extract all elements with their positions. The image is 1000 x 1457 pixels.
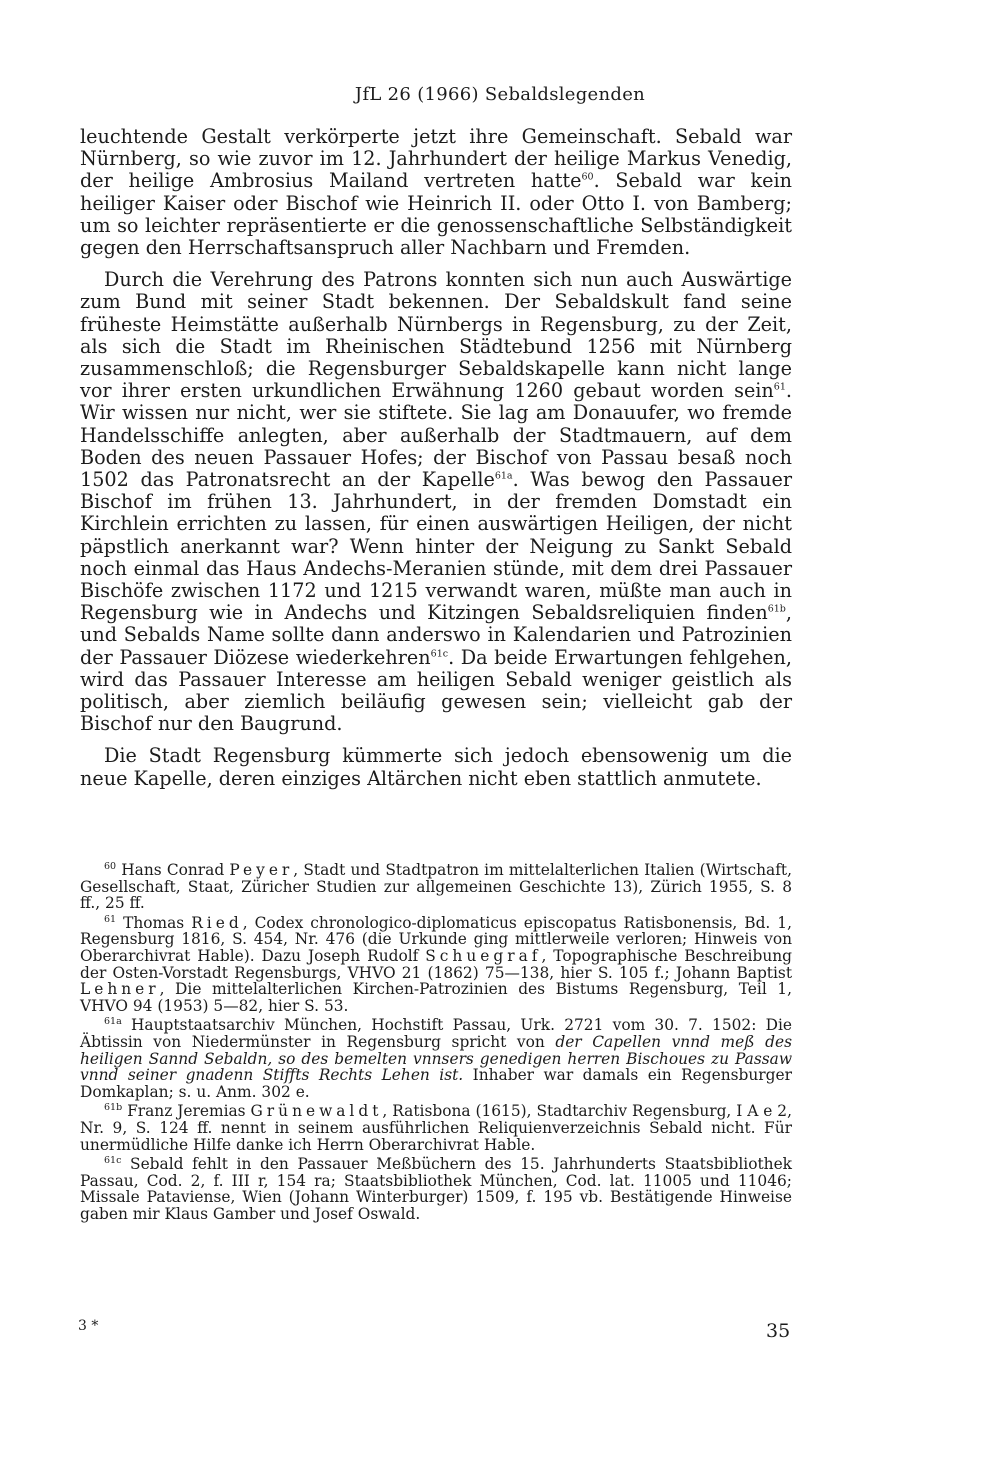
author-name: Grünewaldt (250, 1102, 383, 1121)
footnote-ref-61[interactable]: 61 (773, 381, 786, 393)
source-quote: der Capellen vnnd meß des heiligen Sannd Sebaldn, so des bemelten vnnsers genedigen herren Bischoues zu Passaw vnnd seiner gnadenn Stiffts Rechts Lehen ist. (80, 1032, 792, 1085)
footnote-61a: $^{61a}$ Hauptstaatsarchiv München, Hochstift Passau, Urk. 2721 vom 30. 7. 1502: Die Äbtissin von Niedermünster in Regensburg spricht von der Capellen vnnd meß des heiligen Sannd Sebaldn, so des bemelten vnnsers genedigen herren Bischoues zu Passaw vnnd seiner gnadenn Stiffts Rechts Lehen ist. Inhaber war damals ein Regensburger Domkaplan; s. u. Anm. 302 e. (80, 1016, 792, 1101)
page-number: 35 (766, 1320, 791, 1342)
footnote-ref-60[interactable]: 60 (581, 172, 594, 184)
running-header: JfL 26 (1966) Sebaldslegenden (354, 84, 646, 105)
footnote-60: $^{60}$ Hans Conrad Peyer, Stadt und Stadtpatron im mittelalterlichen Italien (Wirtschaft, Gesellschaft, Staat, Züricher Studien zur allgemeinen Geschichte 13), Zürich 1955, S. 8 ff., 25 ff. (80, 860, 792, 913)
footnote-ref-61c[interactable]: 61c (430, 648, 449, 660)
author-name: Lehner (80, 980, 160, 999)
author-name: Schuegraf (425, 946, 542, 965)
footnote-61c: $^{61c}$ Sebald fehlt in den Passauer Meßbüchern des 15. Jahrhunderts Staatsbibliothek Passau, Cod. 2, f. III r, 154 ra; Staatsbibliothek München, Cod. lat. 11005 und 11046; Missale Pataviense, Wien (Johann Winterburger) 1509, f. 195 vb. Bestätigende Hinweise gaben mir Klaus Gamber und Josef Oswald. (80, 1154, 792, 1223)
author-name: Ried (191, 913, 243, 932)
signature-mark: 3 * (78, 1318, 99, 1334)
footnote-61b: $^{61b}$ Franz Jeremias Grünewaldt, Ratisbona (1615), Stadtarchiv Regensburg, I A e 2, Nr. 9, S. 124 ff. nennt in seinem ausführlichen Reliquienverzeichnis Sebald nicht. Für unermüdliche Hilfe danke ich Herrn Oberarchivrat Hable. (80, 1102, 792, 1154)
footnotes (80, 862, 792, 1225)
main-text (80, 126, 792, 790)
footnote-ref-61a[interactable]: 61a (494, 470, 513, 482)
paragraph-1: leuchtende Gestalt verkörperte jetzt ihre Gemeinschaft. Sebald war Nürnberg, so wie zuvor im 12. Jahrhundert der heilige Markus Venedig, der heilige Ambrosius Mailand vertreten hatte$^{60}$. Sebald war kein heiliger Kaiser oder Bischof wie Heinrich II. oder Otto I. von Bamberg; um so leichter repräsentierte er die genossenschaftliche Selbständigkeit gegen den Herrschaftsanspruch aller Nachbarn und Fremden. (80, 125, 792, 260)
paragraph-2: Durch die Verehrung des Patrons konnten sich nun auch Auswärtige zum Bund mit seiner Stadt bekennen. Der Sebaldskult fand seine früheste Heimstätte außerhalb Nürnbergs in Regensburg, zu der Zeit, als sich die Stadt im Rheinischen Städtebund 1256 mit Nürnberg zusammenschloß; die Regensburger Sebaldskapelle kann nicht lange vor ihrer ersten urkundlichen Erwähnung 1260 gebaut worden sein$^{61}$. Wir wissen nur nicht, wer sie stiftete. Sie lag am Donauufer, wo fremde Handelsschiffe anlegten, aber außerhalb der Stadtmauern, auf dem Boden des neuen Passauer Hofes; der Bischof von Passau besaß noch 1502 das Patronatsrecht an der Kapelle$^{61a}$. Was bewog den Passauer Bischof im frühen 13. Jahrhundert, in der fremden Domstadt ein Kirchlein errichten zu lassen, für einen auswärtigen Heiligen, der nicht päpstlich anerkannt war? Wenn hinter der Neigung zu Sankt Sebald noch einmal das Haus Andechs-Meranien stünde, mit dem drei Passauer Bischöfe zwischen 1172 und 1215 verwandt waren, müßte man auch in Regensburg wie in Andechs und Kitzingen Sebaldsreliquien finden$^{61b}$, und Sebalds Name sollte dann anderswo in Kalendarien und Patrozinien der Passauer Diözese wiederkehren$^{61c}$. Da beide Erwartungen fehlgehen, wird das Passauer Interesse am heiligen Sebald weniger geistlich als politisch, aber ziemlich beiläufig gewesen sein; vielleicht gab der Bischof nur den Baugrund. (80, 268, 792, 736)
paragraph-3: Die Stadt Regensburg kümmerte sich jedoch ebensowenig um die neue Kapelle, deren einziges Altärchen nicht eben stattlich anmutete. (80, 744, 792, 790)
author-name: Peyer (229, 861, 294, 879)
footnote-61: $^{61}$ Thomas Ried, Codex chronologico-diplomaticus episcopatus Ratisbonensis, Bd. 1, Regensburg 1816, S. 454, Nr. 476 (die Urkunde ging mittlerweile verloren; Hinweis von Oberarchivrat Hable). Dazu Joseph Rudolf Schuegraf, Topographische Beschreibung der Osten-Vorstadt Regensburgs, VHVO 21 (1862) 75—138, hier S. 105 f.; Johann Baptist Lehner, Die mittelalterlichen Kirchen-Patrozinien des Bistums Regensburg, Teil 1, VHVO 94 (1953) 5—82, hier S. 53. (80, 913, 792, 1015)
footnote-ref-61b[interactable]: 61b (767, 603, 786, 615)
